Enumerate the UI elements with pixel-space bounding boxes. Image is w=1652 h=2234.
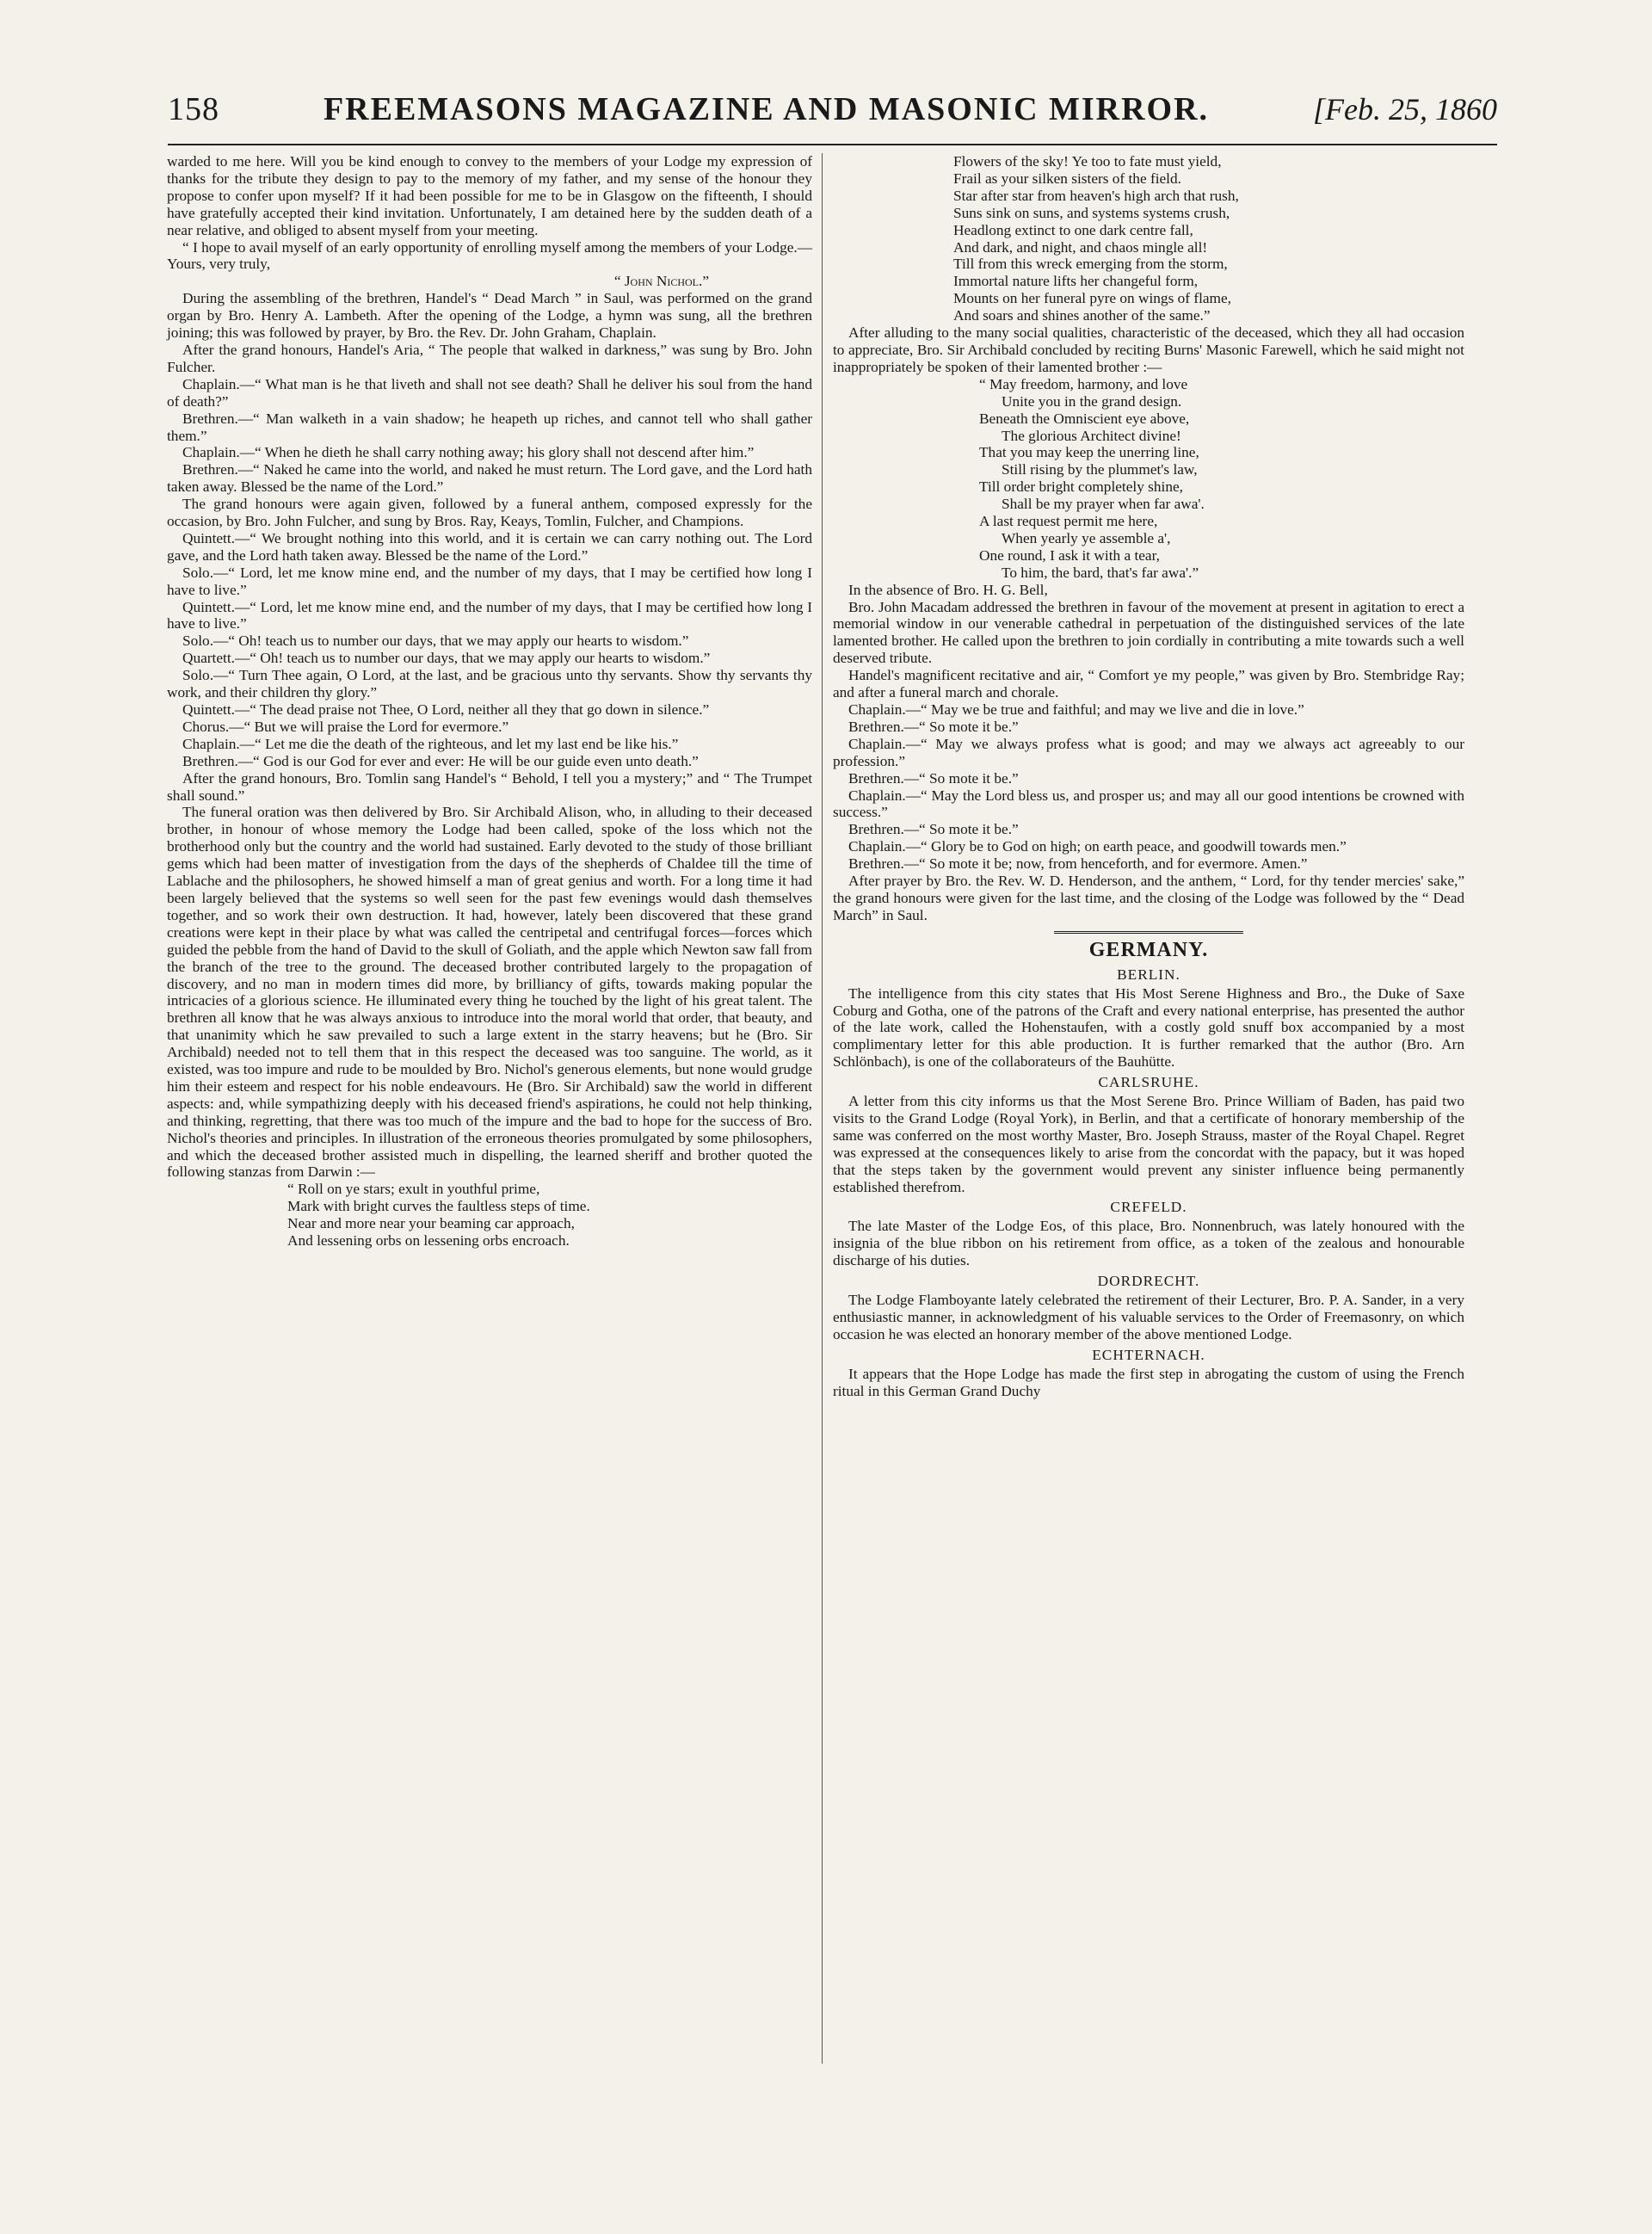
verse-line: One round, I ask it with a tear,: [979, 546, 1160, 564]
verse-line: Suns sink on suns, and systems systems crush,: [953, 204, 1230, 221]
verse-line: “ May freedom, harmony, and love: [979, 375, 1188, 392]
verse-line: To him, the bard, that's far awa'.”: [1002, 564, 1199, 581]
paragraph: Quintett.—“ Lord, let me know mine end, and the number of my days, that I may be certified how long I have to live.”: [167, 598, 812, 633]
verse-line: Immortal nature lifts her changeful form,: [953, 273, 1199, 290]
paragraph: Chaplain.—“ Let me die the death of the righteous, and let my last end be like his.”: [182, 735, 679, 752]
paragraph: Chaplain.—“ May we be true and faithful; and may we live and die in love.”: [848, 701, 1304, 718]
verse-line: Till order bright completely shine,: [979, 478, 1183, 496]
subheading-crefeld: CREFELD.: [1110, 1199, 1187, 1216]
paragraph: Brethren.—“ So mote it be.”: [848, 769, 1019, 787]
verse-line: Mounts on her funeral pyre on wings of flame,: [953, 290, 1231, 307]
verse-line: Unite you in the grand design.: [1002, 392, 1182, 410]
paragraph: warded to me here. Will you be kind enough to convey to the members of your Lodge my expression of thanks for the tribute they design to pay to the memory of my father, and my sense of the honour they propose to confer upon myself? If it had been possible for me to be in Glasgow on the fifteenth, I should have gratefully accepted their kind invitation. Unfortunately, I am detained here by the sudden death of a near relative, and obliged to absent myself from your meeting.: [167, 153, 812, 238]
darwin-verse: [167, 1181, 812, 1250]
verse-line: “ Roll on ye stars; exult in youthful prime,: [287, 1181, 540, 1198]
paragraph: Solo.—“ Lord, let me know mine end, and the number of my days, that I may be certified how long I have to live.”: [167, 564, 812, 598]
darwin-verse-continued: [833, 153, 1464, 324]
paragraph: After the grand honours, Handel's Aria, “ The people that walked in darkness,” was sung by Bro. John Fulcher.: [167, 341, 812, 375]
paragraph: Quintett.—“ We brought nothing into this world, and it is certain we can carry nothing out. The Lord gave, and the Lord hath taken away. Blessed be the name of the Lord.”: [167, 529, 812, 564]
verse-line: And soars and shines another of the same.”: [953, 307, 1211, 324]
verse-line: And lessening orbs on lessening orbs encroach.: [287, 1232, 570, 1250]
right-column: [833, 153, 1464, 1399]
verse-line: Shall be my prayer when far awa'.: [1002, 496, 1205, 513]
verse-line: That you may keep the unerring line,: [979, 444, 1199, 461]
left-column: [167, 153, 812, 1250]
paragraph: Chaplain.—“ What man is he that liveth and shall not see death? Shall he deliver his soul from the hand of death?”: [167, 375, 812, 410]
subheading-berlin: BERLIN.: [1117, 966, 1180, 983]
paragraph: The funeral oration was then delivered by Bro. Sir Archibald Alison, who, in alluding to their deceased brother, in honour of whose memory the Lodge had been called, spoke of the loss which not the brotherhood only but the country and the world had sustained. Early devoted to the study of those brilliant gems which had been matter of investigation from the days of the shepherds of Chaldee till the time of Lablache and the philosophers, he showed himself a man of great genius and worth. For a long time it had been largely believed that the systems so well seen for the past few evenings would dash themselves together, and so work their own destruction. It had, however, lately been discovered that these grand creations were kept in their place by what was called the centripetal and centrifugal forces—forces which guided the pebble from the hand of David to the skull of Goliath, and the apple which Newton saw fall from the branch of the tree to the ground. The deceased brother contributed largely to the propagation of discovery, and no man in modern times did more, by brilliancy of gifts, towards making popular the intricacies of a glorious science. He illuminated every thing he touched by the light of his great talent. The brethren all know that he was always anxious to introduce into the moral world that order, that beauty, and that unanimity which he saw prevailed to such a large extent in the starry heavens; but he (Bro. Sir Archibald) needed not to tell them that in this respect the deceased was too sanguine. The world, as it existed, was too impure and rude to be moulded by Bro. Nichol's generous elements, but none would grudge him their esteem and respect for his noble endeavours. He (Bro. Sir Archibald) saw the world in different aspects: and, while sympathizing deeply with his deceased friend's aspirations, he could not help thinking, and thinking, regretting, that there was too much of the impure and the bad to hope for the success of Bro. Nichol's theories and principles. In illustration of the erroneous theories promulgated by some philosophers, and which the deceased brother assisted much in dispelling, the learned sheriff and brother quoted the following stanzas from Darwin :—: [167, 804, 812, 1181]
paragraph: Quartett.—“ Oh! teach us to number our days, that we may apply our hearts to wisdom.”: [182, 650, 711, 667]
paragraph: Chaplain.—“ When he dieth he shall carry nothing away; his glory shall not descend after him.”: [182, 444, 755, 461]
paragraph: Quintett.—“ The dead praise not Thee, O Lord, neither all they that go down in silence.”: [182, 701, 710, 718]
page-title: FREEMASONS MAGAZINE AND MASONIC MIRROR.: [323, 91, 1210, 127]
paragraph: Solo.—“ Oh! teach us to number our days, that we may apply our hearts to wisdom.”: [182, 633, 689, 650]
verse-line: Headlong extinct to one dark centre fall,: [953, 221, 1193, 238]
verse-line: A last request permit me here,: [979, 513, 1158, 530]
paragraph: The intelligence from this city states that His Most Serene Highness and Bro., the Duke of Saxe Coburg and Gotha, one of the patrons of the Craft and every national enterprise, has presented the author of the late work, called the Hohenstaufen, with a costly gold snuff box accompanied by a most complimentary letter for this able production. It is further remarked that the author (Bro. Arn Schlönbach), is one of the collaborateurs of the Bauhütte.: [833, 984, 1464, 1071]
verse-line: The glorious Architect divine!: [1002, 427, 1181, 444]
paragraph: “ I hope to avail myself of an early opportunity of enrolling myself among the members of your Lodge.—Yours, very truly,: [167, 238, 812, 273]
paragraph: The grand honours were again given, followed by a funeral anthem, composed expressly for the occasion, by Bro. John Fulcher, and sung by Bros. Ray, Keays, Tomlin, Fulcher, and Champions.: [167, 496, 812, 530]
paragraph: Solo.—“ Turn Thee again, O Lord, at the last, and be gracious unto thy servants. Show thy servants thy work, and their children thy glory.”: [167, 667, 812, 701]
verse-line: Till from this wreck emerging from the storm,: [953, 256, 1228, 273]
subheading-carlsruhe: CARLSRUHE.: [1098, 1074, 1199, 1091]
paragraph: A letter from this city informs us that the Most Serene Bro. Prince William of Baden, has paid two visits to the Grand Lodge (Royal York), in Berlin, and that a certificate of honorary membership of the same was conferred on the most worthy Master, Bro. Joseph Strauss, master of the Royal Chapel. Regret was expressed at the consequences likely to arise from the concordat with the papacy, but it was hoped that the steps taken by the government would prevent any sinister influence being permanently established therefrom.: [833, 1093, 1464, 1195]
paragraph: Bro. John Macadam addressed the brethren in favour of the movement at present in agitation to erect a memorial window in our venerable cathedral in perpetuation of the distinguished services of the late lamented brother. He called upon the brethren to join cordially in contributing a mite towards such a well deserved tribute.: [833, 598, 1464, 667]
paragraph: After alluding to the many social qualities, characteristic of the deceased, which they all had occasion to appreciate, Bro. Sir Archibald concluded by reciting Burns' Masonic Farewell, which he said might not inappropriately be spoken of their lamented brother :—: [833, 324, 1464, 375]
section-divider: [1054, 931, 1243, 935]
verse-line: When yearly ye assemble a',: [1002, 529, 1171, 546]
verse-line: Flowers of the sky! Ye too to fate must yield,: [953, 153, 1222, 170]
paragraph: After the grand honours, Bro. Tomlin sang Handel's “ Behold, I tell you a mystery;” and “ The Trumpet shall sound.”: [167, 769, 812, 804]
signature: “ John Nichol.”: [613, 273, 709, 290]
verse-line: Star after star from heaven's high arch that rush,: [953, 187, 1239, 204]
paragraph: Brethren.—“ Naked he came into the world, and naked he must return. The Lord gave, and the Lord hath taken away. Blessed be the name of the Lord.”: [167, 461, 812, 496]
paragraph: The Lodge Flamboyante lately celebrated the retirement of their Lecturer, Bro. P. A. Sander, in a very enthusiastic manner, in acknowledgment of his valuable services to the Order of Freemasonry, on which occasion he was elected an honorary member of the above mentioned Lodge.: [833, 1292, 1464, 1342]
paragraph: During the assembling of the brethren, Handel's “ Dead March ” in Saul, was performed on the grand organ by Bro. Henry A. Lambeth. After the opening of the Lodge, a hymn was sung, all the brethren joining; this was followed by prayer, by Bro. the Rev. Dr. John Graham, Chaplain.: [167, 290, 812, 342]
verse-line: Mark with bright curves the faultless steps of time.: [287, 1198, 590, 1215]
burns-verse: [833, 376, 1464, 582]
page-number: 158: [168, 91, 219, 127]
paragraph: Brethren.—“ Man walketh in a vain shadow; he heapeth up riches, and cannot tell who shall gather them.”: [167, 410, 812, 444]
verse-line: Beneath the Omniscient eye above,: [979, 410, 1190, 427]
verse-line: Still rising by the plummet's law,: [1002, 461, 1198, 478]
paragraph: Chaplain.—“ May we always profess what is good; and may we always act agreeably to our profession.”: [833, 735, 1464, 769]
column-divider: [822, 153, 823, 2064]
paragraph: Brethren.—“ So mote it be.”: [848, 718, 1019, 735]
page-header: [168, 90, 1497, 145]
paragraph: Brethren.—“ So mote it be.”: [848, 821, 1019, 838]
verse-line: Near and more near your beaming car approach,: [287, 1215, 575, 1232]
section-heading-germany: GERMANY.: [1088, 938, 1209, 961]
paragraph: After prayer by Bro. the Rev. W. D. Henderson, and the anthem, “ Lord, for thy tender mercies' sake,” the grand honours were given for the last time, and the closing of the Lodge was followed by the “ Dead March” in Saul.: [833, 873, 1464, 923]
verse-line: Frail as your silken sisters of the field.: [953, 170, 1181, 187]
paragraph: Handel's magnificent recitative and air, “ Comfort ye my people,” was given by Bro. Stembridge Ray; and after a funeral march and chorale.: [833, 667, 1464, 701]
paragraph: Chaplain.—“ May the Lord bless us, and prosper us; and may all our good intentions be crowned with success.”: [833, 787, 1464, 821]
paragraph: In the absence of Bro. H. G. Bell,: [848, 581, 1048, 598]
paragraph: It appears that the Hope Lodge has made the first step in abrogating the custom of using the French ritual in this German Grand Duchy: [833, 1365, 1464, 1399]
paragraph: The late Master of the Lodge Eos, of this place, Bro. Nonnenbruch, was lately honoured with the insignia of the blue ribbon on his retirement from office, as a token of the zealous and honourable discharge of his duties.: [833, 1218, 1464, 1269]
paragraph: Brethren.—“ God is our God for ever and ever: He will be our guide even unto death.”: [182, 752, 699, 769]
subheading-echternach: ECHTERNACH.: [1092, 1346, 1205, 1363]
issue-date: [Feb. 25, 1860: [1313, 92, 1497, 127]
paragraph: Brethren.—“ So mote it be; now, from henceforth, and for evermore. Amen.”: [848, 855, 1308, 873]
paragraph: Chorus.—“ But we will praise the Lord for evermore.”: [182, 718, 509, 735]
subheading-dordrecht: DORDRECHT.: [1097, 1273, 1200, 1290]
paragraph: Chaplain.—“ Glory be to God on high; on earth peace, and goodwill towards men.”: [848, 838, 1347, 855]
verse-line: And dark, and night, and chaos mingle all!: [953, 238, 1208, 256]
